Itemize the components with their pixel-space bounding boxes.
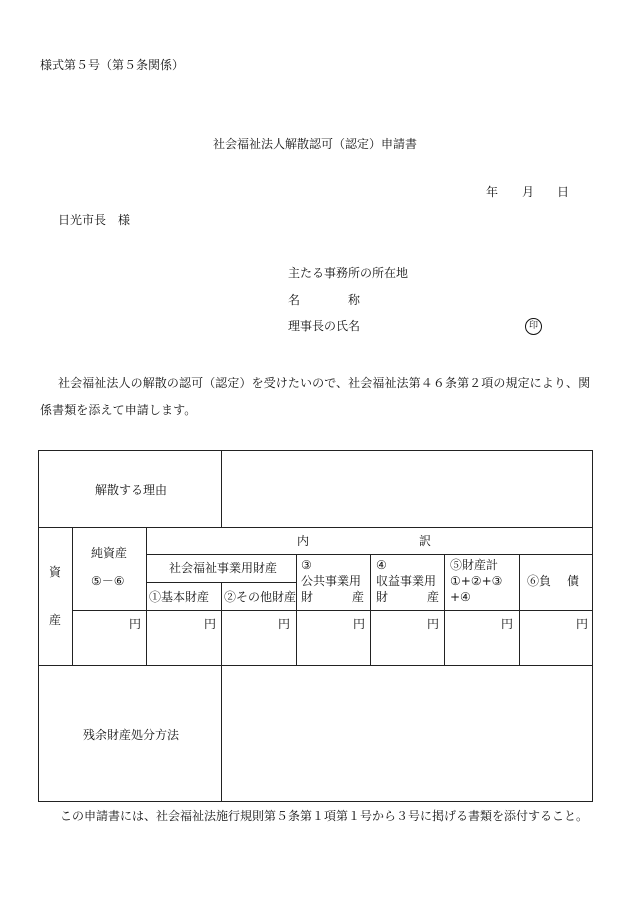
assets-label-part1: 資 xyxy=(49,565,62,579)
col-divider xyxy=(72,527,73,665)
net-assets-yen: 円 xyxy=(129,617,142,631)
col-divider xyxy=(221,665,222,801)
row-divider xyxy=(146,554,592,555)
liabilities-label-part1: ⑥負 xyxy=(527,574,552,588)
basic-assets-yen: 円 xyxy=(204,617,217,631)
other-assets-label: ②その他財産 xyxy=(224,590,297,604)
row-divider xyxy=(39,665,592,666)
profit-business-assets-part1: 財 xyxy=(376,590,389,604)
dissolution-reason-field[interactable] xyxy=(227,457,587,521)
col-divider xyxy=(296,554,297,665)
footer-note: この申請書には、社会福祉法施行規則第５条第１項第１号から３号に掲げる書類を添付すること。 xyxy=(60,809,589,823)
liabilities-label-part2: 債 xyxy=(567,574,580,588)
col-divider xyxy=(221,582,222,665)
residual-assets-disposal-label: 残余財産処分方法 xyxy=(83,728,180,742)
profit-business-yen: 円 xyxy=(427,617,440,631)
name-label-part2: 称 xyxy=(348,293,361,307)
office-address-label: 主たる事務所の所在地 xyxy=(288,266,409,280)
liabilities-yen: 円 xyxy=(576,617,589,631)
col-divider xyxy=(370,554,371,665)
welfare-business-assets-label: 社会福祉事業用財産 xyxy=(169,561,278,575)
document-title: 社会福祉法人解散認可（認定）申請書 xyxy=(212,137,417,151)
addressee: 日光市長 様 xyxy=(58,213,131,227)
seal-mark: 印 xyxy=(525,318,542,335)
chairman-name-label: 理事長の氏名 xyxy=(288,319,361,333)
date-year: 年 xyxy=(486,185,499,199)
col-divider xyxy=(519,554,520,665)
assets-label-part2: 産 xyxy=(49,613,62,627)
date-day: 日 xyxy=(557,185,570,199)
public-business-number: ③ xyxy=(301,558,312,572)
breakdown-label-part1: 内 xyxy=(297,534,310,548)
total-assets-label: ⑤財産計 xyxy=(450,558,499,572)
public-business-label: 公共事業用 xyxy=(301,574,362,588)
name-label-part1: 名 xyxy=(288,293,301,307)
total-assets-formula-2: +④ xyxy=(450,590,471,604)
profit-business-number: ④ xyxy=(376,558,387,572)
application-table xyxy=(38,450,593,802)
profit-business-label: 収益事業用 xyxy=(376,574,437,588)
row-divider xyxy=(39,527,592,528)
col-divider xyxy=(444,554,445,665)
total-assets-yen: 円 xyxy=(501,617,514,631)
row-divider xyxy=(72,610,592,611)
public-business-assets-part1: 財 xyxy=(301,590,314,604)
other-assets-yen: 円 xyxy=(278,617,291,631)
public-business-yen: 円 xyxy=(353,617,366,631)
date-month: 月 xyxy=(522,185,535,199)
net-assets-formula: ⑤－⑥ xyxy=(91,574,125,588)
col-divider xyxy=(146,527,147,665)
public-business-assets-part2: 産 xyxy=(352,590,365,604)
net-assets-label: 純資産 xyxy=(91,546,128,560)
profit-business-assets-part2: 産 xyxy=(427,590,440,604)
total-assets-formula-1: ①+②+③ xyxy=(450,574,503,588)
dissolution-reason-label: 解散する理由 xyxy=(95,483,168,497)
breakdown-label-part2: 訳 xyxy=(419,534,432,548)
col-divider xyxy=(221,451,222,527)
basic-assets-label: ①基本財産 xyxy=(149,590,210,604)
application-statement: 社会福祉法人の解散の認可（認定）を受けたいので、社会福祉法第４６条第２項の規定により、関係書類を添えて申請します。 xyxy=(40,376,591,417)
residual-assets-disposal-field[interactable] xyxy=(227,671,587,795)
form-number: 様式第５号（第５条関係） xyxy=(40,58,185,72)
